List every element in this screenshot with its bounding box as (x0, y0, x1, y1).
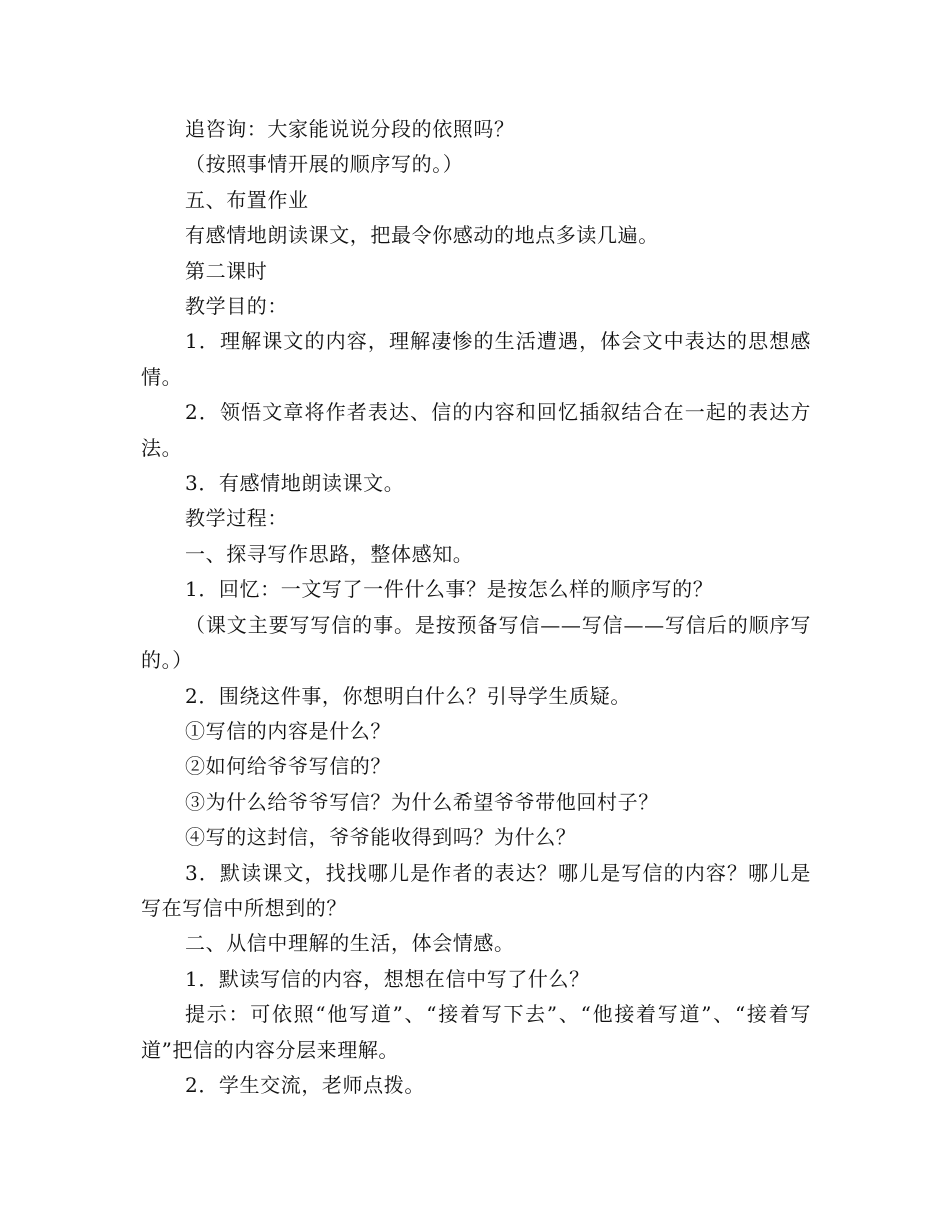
list-item: ④写的这封信，爷爷能收得到吗？为什么？ (185, 825, 577, 850)
section-heading: 第二课时 (185, 258, 268, 283)
list-item: 3．默读课文，找找哪儿是作者的表达？哪儿是写信的内容？哪儿是写在写信中所想到的？ (141, 860, 811, 920)
list-item: 2．学生交流，老师点拨。 (185, 1072, 425, 1097)
list-item: 1．回忆：一文写了一件什么事？是按怎么样的顺序写的？ (185, 577, 714, 602)
paragraph: 有感情地朗读课文，把最令你感动的地点多读几遍。 (185, 223, 659, 248)
paragraph: 提示：可依照“他写道”、“接着写下去”、“他接着写道”、“接着写道”把信的内容分层来理解。 (141, 1002, 811, 1062)
paragraph: 追咨询：大家能说说分段的依照吗？ (185, 117, 515, 141)
list-item: 2．领悟文章将作者表达、信的内容和回忆插叙结合在一起的表达方法。 (141, 400, 811, 460)
section-heading: 教学目的： (185, 294, 288, 319)
section-heading: 二、从信中理解的生活，体会情感。 (185, 931, 515, 956)
list-item: 3．有感情地朗读课文。 (185, 471, 405, 496)
list-item: ③为什么给爷爷写信？为什么希望爷爷带他回村子？ (185, 789, 659, 814)
section-heading: 五、布置作业 (185, 187, 309, 212)
list-item: 2．围绕这件事，你想明白什么？引导学生质疑。 (185, 683, 631, 708)
list-item: ①写信的内容是什么？ (185, 718, 391, 743)
paragraph: （课文主要写写信的事。是按预备写信——写信——写信后的顺序写的。） (141, 612, 811, 673)
list-item: 1．理解课文的内容，理解凄惨的生活遭遇，体会文中表达的思想感情。 (141, 329, 811, 389)
list-item: ②如何给爷爷写信的？ (185, 754, 391, 779)
paragraph: （按照事情开展的顺序写的。） (185, 152, 464, 177)
list-item: 1．默读写信的内容，想想在信中写了什么？ (185, 966, 590, 991)
section-heading: 一、探寻写作思路，整体感知。 (185, 541, 474, 566)
section-heading: 教学过程： (185, 506, 288, 531)
document-body (141, 112, 811, 1103)
